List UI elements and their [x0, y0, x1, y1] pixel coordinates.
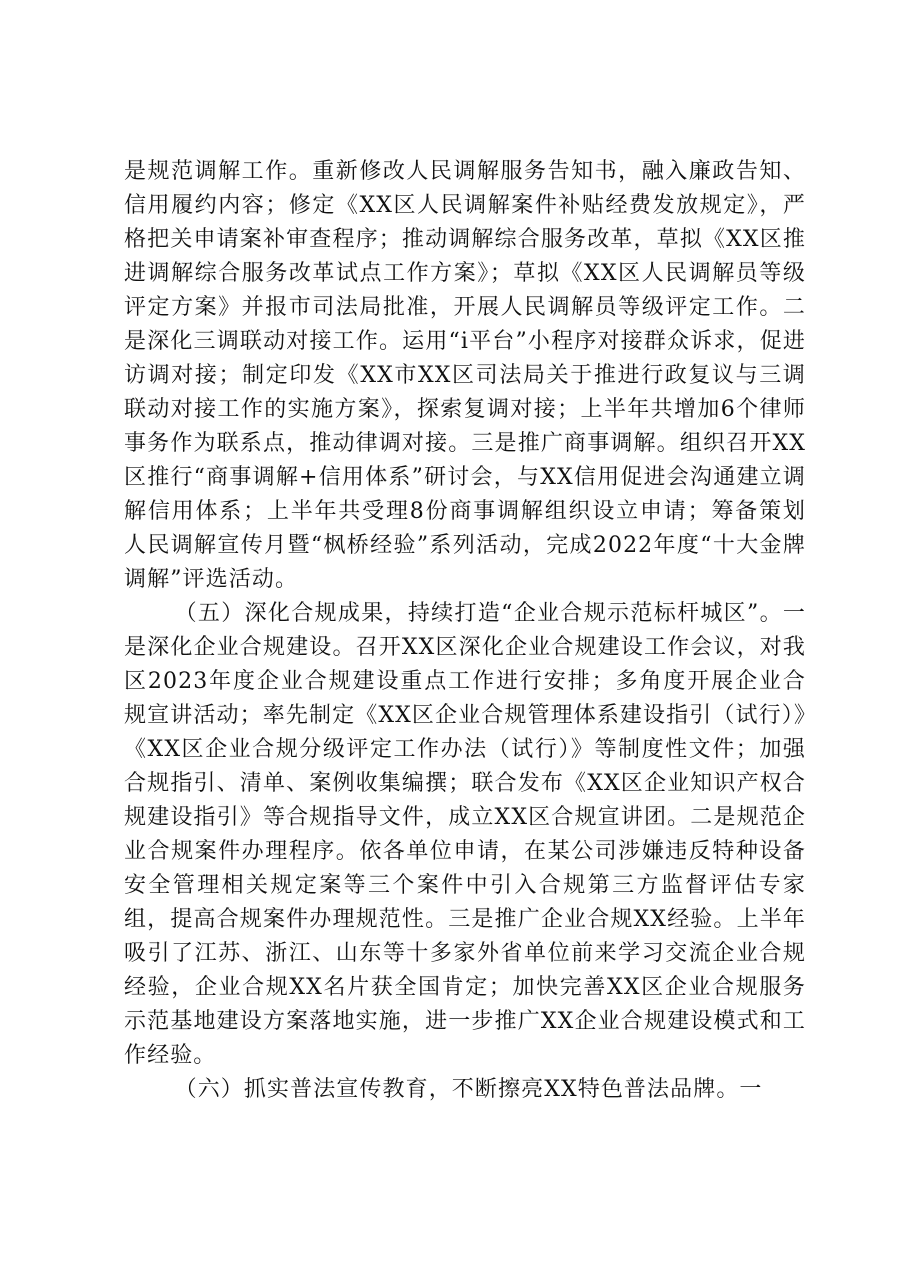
paragraph-mediation-work: 是规范调解工作。重新修改人民调解服务告知书，融入廉政告知、信用履约内容；修定《XX区人民调解案件补贴经费发放规定》，严格把关申请案补审查程序；推动调解综合服务改革，草拟《XX区推进调解综合服务改革试点工作方案》；草拟《XX区人民调解员等级评定方案》并报市司法局批准，开展人民调解员等级评定工作。二是深化三调联动对接工作。运用“i平台”小程序对接群众诉求，促进访调对接；制定印发《XX市XX区司法局关于推进行政复议与三调联动对接工作的实施方案》，探索复调对接；上半年共增加6个律师事务作为联系点，推动律调对接。三是推广商事调解。组织召开XX区推行“商事调解+信用体系”研讨会，与XX信用促进会沟通建立调解信用体系；上半年共受理8份商事调解组织设立申请；筹备策划人民调解宣传月暨“枫桥经验”系列活动，完成2022年度“十大金牌调解”评选活动。 — [124, 159, 806, 592]
document-body — [124, 155, 806, 1107]
paragraph-law-publicity: （六）抓实普法宣传教育，不断擦亮XX特色普法品牌。一 — [174, 1077, 763, 1102]
paragraph-compliance-results: （五）深化合规成果，持续打造“企业合规示范标杆城区”。一是深化企业合规建设。召开XX区深化企业合规建设工作会议，对我区2023年度企业合规建设重点工作进行安排；多角度开展企业合规宣讲活动；率先制定《XX区企业合规管理体系建设指引（试行）》《XX区企业合规分级评定工作办法（试行）》等制度性文件；加强合规指引、清单、案例收集编撰；联合发布《XX区企业知识产权合规建设指引》等合规指导文件，成立XX区合规宣讲团。二是规范企业合规案件办理程序。依各单位申请，在某公司涉嫌违反特种设备安全管理相关规定案等三个案件中引入合规第三方监督评估专家组，提高合规案件办理规范性。三是推广企业合规XX经验。上半年吸引了江苏、浙江、山东等十多家外省单位前来学习交流企业合规经验，企业合规XX名片获全国肯定；加快完善XX区企业合规服务示范基地建设方案落地实施，进一步推广XX企业合规建设模式和工作经验。 — [124, 601, 806, 1068]
